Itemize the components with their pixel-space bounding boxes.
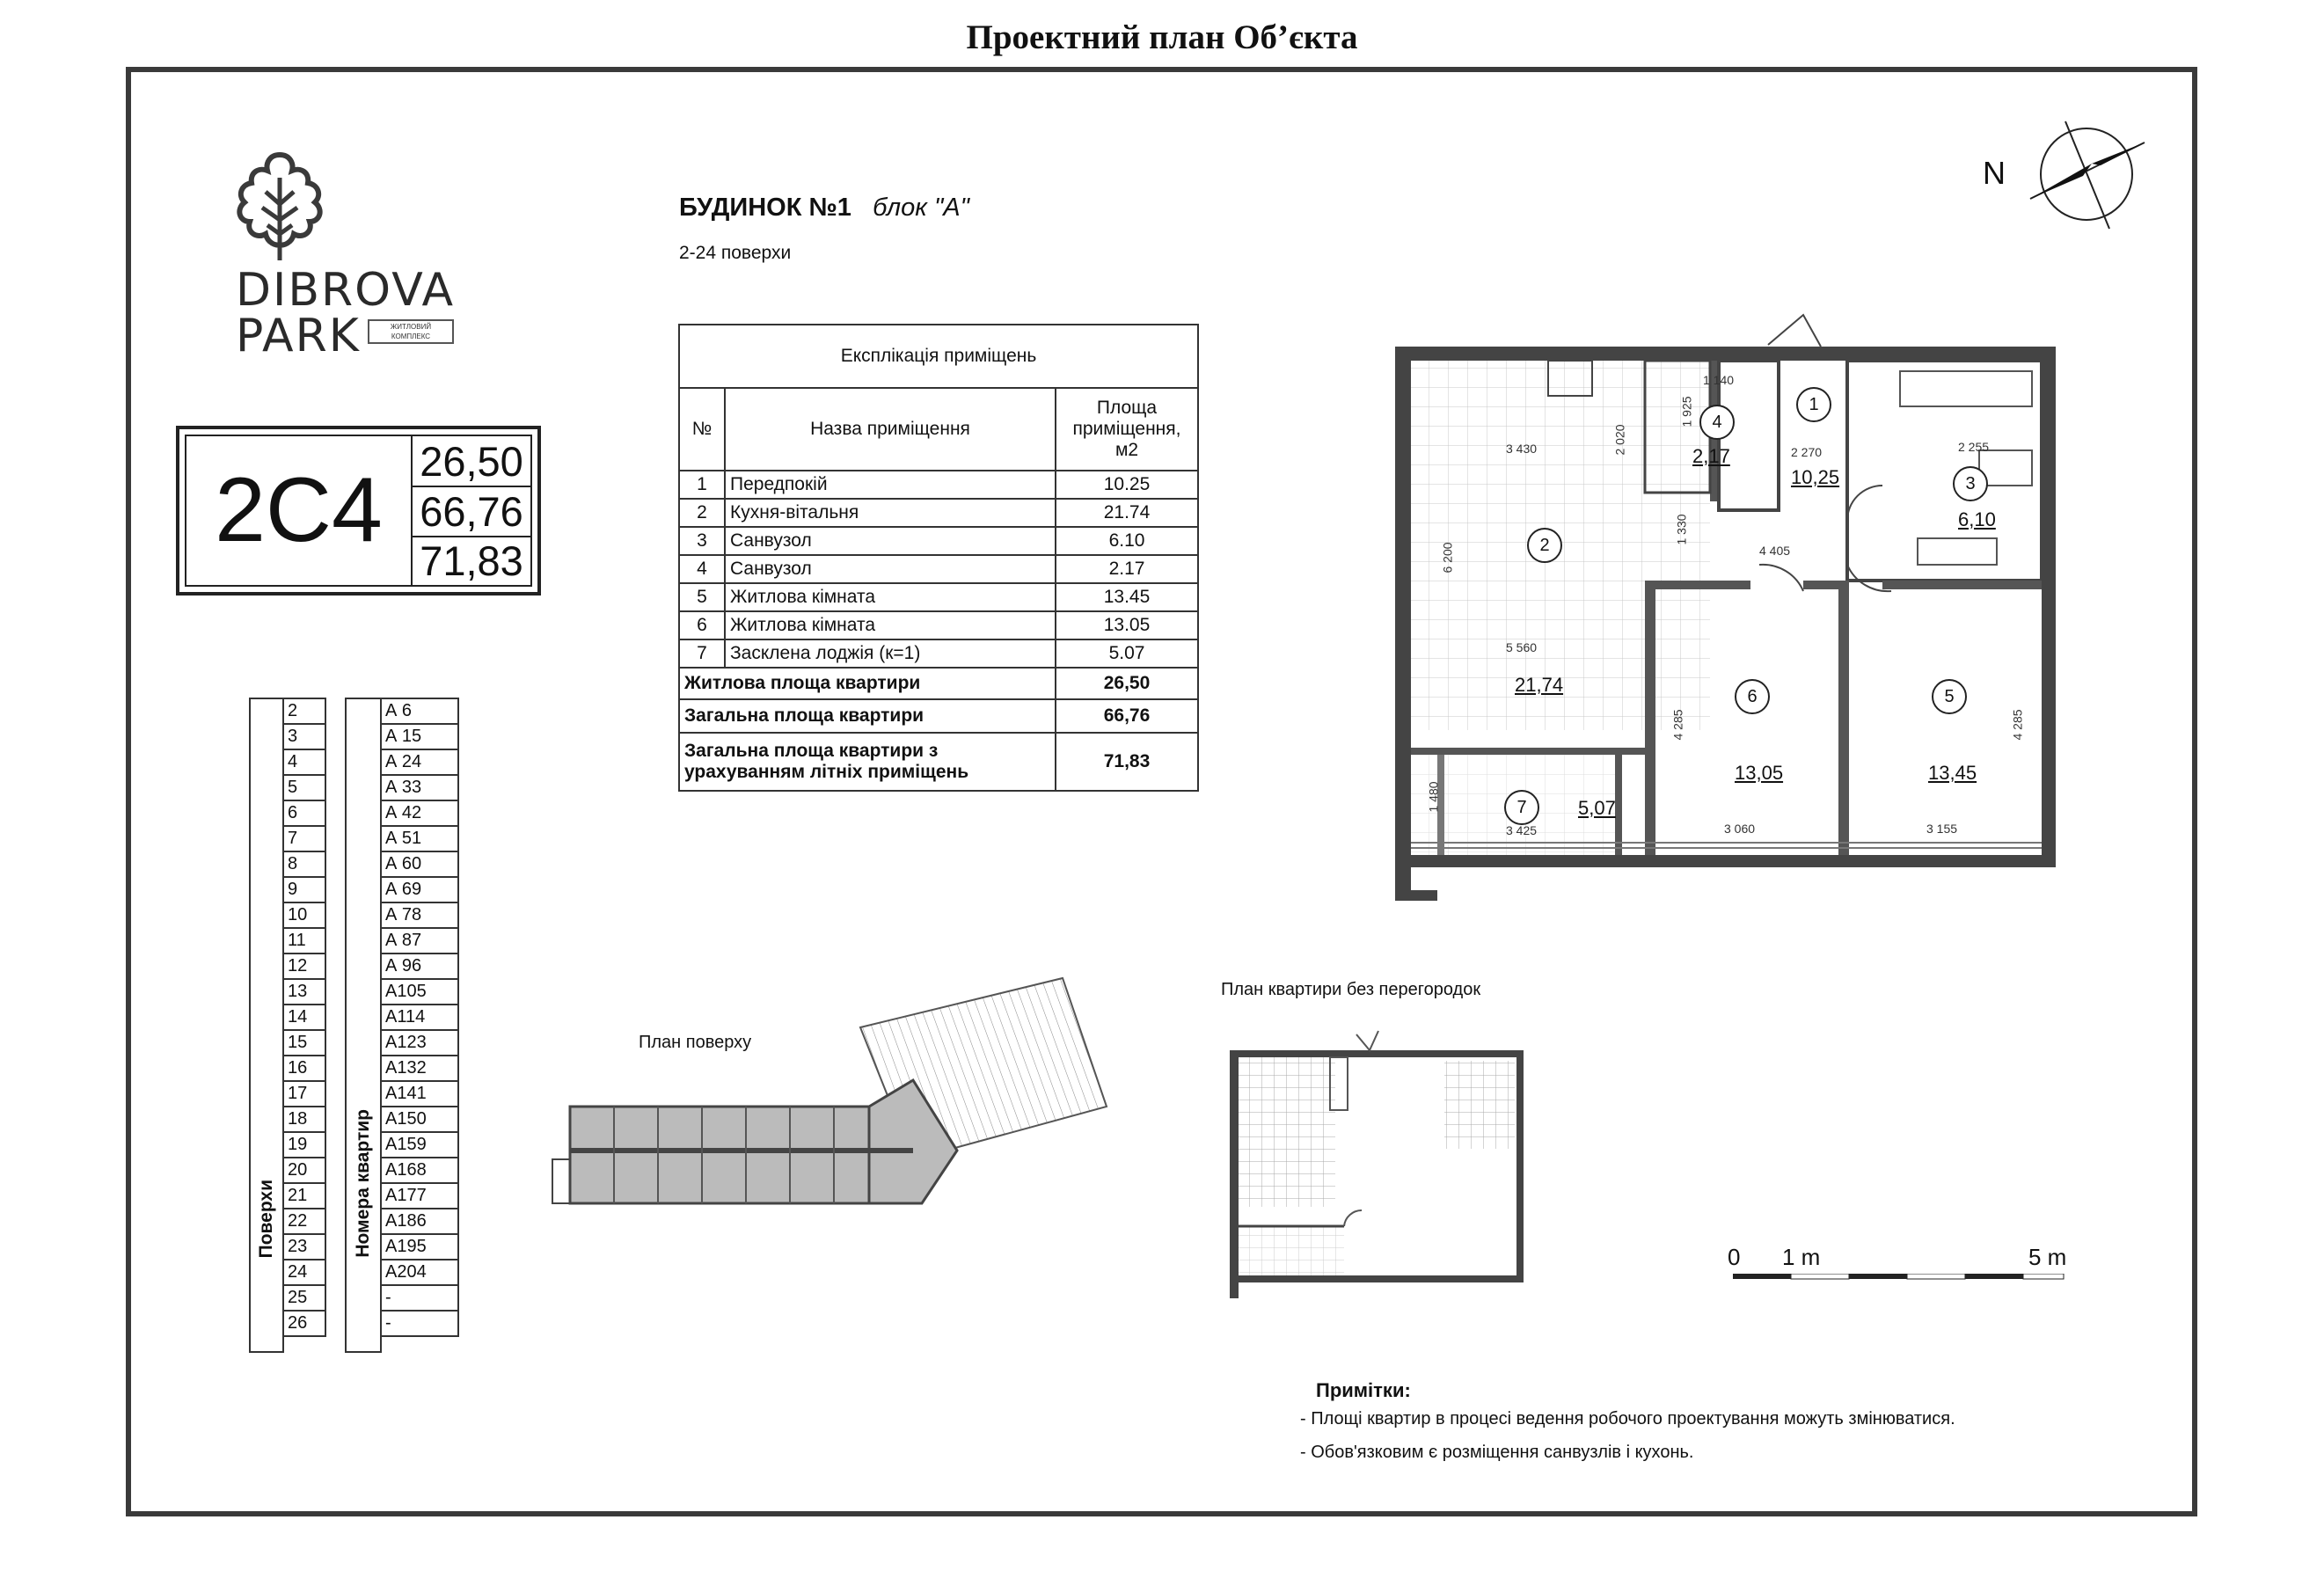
apartment-row xyxy=(381,1107,458,1132)
table-row: 2 Кухня-вітальня 21.74 xyxy=(679,499,1198,527)
floor-row xyxy=(283,1056,325,1081)
floor-number: 21 xyxy=(283,1183,325,1209)
apartment-number: А204 xyxy=(381,1260,458,1285)
apartment-code-box xyxy=(176,426,541,596)
floor-row xyxy=(283,775,325,800)
apartment-row xyxy=(381,1132,458,1158)
apartment-number: А 87 xyxy=(381,928,458,954)
apartment-number: А150 xyxy=(381,1107,458,1132)
room-5-area: 13,45 xyxy=(1928,762,1977,784)
floor-number: 18 xyxy=(283,1107,325,1132)
floor-row xyxy=(283,1285,325,1311)
floor-number: 12 xyxy=(283,954,325,979)
total-area-value: 66,76 xyxy=(413,486,530,535)
floor-number: 17 xyxy=(283,1081,325,1107)
room-6-area: 13,05 xyxy=(1735,762,1784,784)
apartment-row xyxy=(381,1183,458,1209)
room-5-num: 5 xyxy=(1932,679,1967,714)
floor-number: 15 xyxy=(283,1030,325,1056)
floor-number: 2 xyxy=(283,698,325,724)
apartment-row xyxy=(381,954,458,979)
floor-number: 8 xyxy=(283,851,325,877)
floor-row xyxy=(283,877,325,902)
apartments-column xyxy=(380,698,459,1337)
floor-number: 9 xyxy=(283,877,325,902)
floor-number: 3 xyxy=(283,724,325,749)
header-num: № xyxy=(679,388,725,471)
logo-word-line2: PARK xyxy=(236,310,361,362)
dim-label: 5 560 xyxy=(1506,640,1538,654)
room-4-num: 4 xyxy=(1699,405,1735,440)
note-line: - Обов'язковим є розміщення санвузлів і кухонь. xyxy=(1300,1443,1694,1462)
explication-caption: Експлікація приміщень xyxy=(679,325,1198,388)
room-2-area: 21,74 xyxy=(1515,674,1564,696)
total-summer-area-value: 71,83 xyxy=(413,536,530,585)
floor-number: 26 xyxy=(283,1311,325,1336)
header-name: Назва приміщення xyxy=(725,388,1056,471)
room-1-area: 10,25 xyxy=(1791,466,1840,488)
apartment-row xyxy=(381,749,458,775)
apartment-code: 2С4 xyxy=(215,459,383,561)
apartment-number: А186 xyxy=(381,1209,458,1234)
dim-label: 1 140 xyxy=(1703,373,1735,387)
floor-number: 25 xyxy=(283,1285,325,1311)
table-row: 1 Передпокій 10.25 xyxy=(679,471,1198,499)
page-title: Проектний план Об’єкта xyxy=(966,18,1358,56)
floors-column xyxy=(282,698,326,1337)
floor-number: 11 xyxy=(283,928,325,954)
apartment-number: А 15 xyxy=(381,724,458,749)
floor-row xyxy=(283,851,325,877)
apartment-number: А 6 xyxy=(381,698,458,724)
living-area-value: 26,50 xyxy=(420,437,523,485)
apartment-row xyxy=(381,1285,458,1311)
floor-number: 5 xyxy=(283,775,325,800)
total-row: Загальна площа квартири з урахуванням літніх приміщень 71,83 xyxy=(679,733,1198,791)
floor-number: 14 xyxy=(283,1005,325,1030)
room-7-num: 7 xyxy=(1504,790,1539,825)
open-plan-label: План квартири без перегородок xyxy=(1221,980,1481,999)
dim-label: 1 480 xyxy=(1426,781,1441,813)
floor-number: 10 xyxy=(283,902,325,928)
room-3-num: 3 xyxy=(1953,466,1988,501)
note-line: - Площі квартир в процесі ведення робочого проектування можуть змінюватися. xyxy=(1300,1409,1955,1429)
apartment-row xyxy=(381,851,458,877)
open-plan-drawing xyxy=(1224,1026,1532,1307)
apartments-label: Номера квартир xyxy=(353,1109,373,1258)
building-block: блок "А" xyxy=(873,194,969,222)
scale-bar xyxy=(1733,1274,2067,1284)
apartment-row xyxy=(381,1234,458,1260)
room-7-area: 5,07 xyxy=(1578,797,1616,819)
scale-one: 1 m xyxy=(1782,1244,1821,1270)
apartment-row xyxy=(381,698,458,724)
total-row: Житлова площа квартири 26,50 xyxy=(679,668,1198,699)
dim-label: 3 060 xyxy=(1724,822,1756,836)
apartment-number: А168 xyxy=(381,1158,458,1183)
apartment-number: А 24 xyxy=(381,749,458,775)
table-row: 3 Санвузол 6.10 xyxy=(679,527,1198,555)
floor-row xyxy=(283,1132,325,1158)
apartment-number: А159 xyxy=(381,1132,458,1158)
apartment-row xyxy=(381,979,458,1005)
room-3-area: 6,10 xyxy=(1958,508,1996,530)
apartment-row xyxy=(381,1260,458,1285)
floor-row xyxy=(283,954,325,979)
table-row: 7 Засклена лоджія (к=1) 5.07 xyxy=(679,639,1198,668)
scale-zero: 0 xyxy=(1728,1244,1741,1270)
apartment-number: А 60 xyxy=(381,851,458,877)
table-row: 4 Санвузол 2.17 xyxy=(679,555,1198,583)
floors-label-cell xyxy=(249,698,284,1353)
apartments-label-cell xyxy=(345,698,382,1353)
table-row: 6 Житлова кімната 13.05 xyxy=(679,611,1198,639)
dim-label: 3 425 xyxy=(1506,823,1538,837)
apartment-row xyxy=(381,800,458,826)
apartment-row xyxy=(381,1081,458,1107)
floor-number: 16 xyxy=(283,1056,325,1081)
building-heading xyxy=(679,194,969,223)
apartment-number: - xyxy=(381,1311,458,1336)
floor-number: 6 xyxy=(283,800,325,826)
apartment-row xyxy=(381,775,458,800)
apartment-row xyxy=(381,1056,458,1081)
floors-label: Поверхи xyxy=(256,1179,276,1259)
building-floor-plan xyxy=(544,975,1124,1256)
dim-label: 3 430 xyxy=(1506,442,1538,456)
floor-row xyxy=(283,902,325,928)
room-2-num: 2 xyxy=(1527,528,1562,563)
apartment-row xyxy=(381,902,458,928)
total-row: Загальна площа квартири 66,76 xyxy=(679,699,1198,733)
floor-row xyxy=(283,1209,325,1234)
apartment-number: А132 xyxy=(381,1056,458,1081)
apartment-row xyxy=(381,1158,458,1183)
apartment-number: - xyxy=(381,1285,458,1311)
floor-row xyxy=(283,800,325,826)
floor-row xyxy=(283,1107,325,1132)
apartment-number: А114 xyxy=(381,1005,458,1030)
apartment-number: А 69 xyxy=(381,877,458,902)
apartment-number: А 42 xyxy=(381,800,458,826)
floor-number: 23 xyxy=(283,1234,325,1260)
apartment-row xyxy=(381,1311,458,1336)
floor-row xyxy=(283,826,325,851)
floor-row xyxy=(283,749,325,775)
dim-label: 4 405 xyxy=(1759,544,1791,558)
apartment-row xyxy=(381,1005,458,1030)
apartment-number: А 51 xyxy=(381,826,458,851)
floor-row xyxy=(283,1311,325,1336)
building-floors: 2-24 поверхи xyxy=(679,243,792,263)
table-row: 5 Житлова кімната 13.45 xyxy=(679,583,1198,611)
apartment-number: А105 xyxy=(381,979,458,1005)
floor-number: 19 xyxy=(283,1132,325,1158)
apartment-row xyxy=(381,1209,458,1234)
logo-word-line1: DIBROVA xyxy=(236,264,456,317)
apartment-number: А 33 xyxy=(381,775,458,800)
dim-label: 6 200 xyxy=(1440,542,1455,574)
notes-title: Примітки: xyxy=(1316,1379,1411,1401)
dim-label: 4 285 xyxy=(1670,709,1685,741)
floor-row xyxy=(283,1081,325,1107)
apartment-row xyxy=(381,877,458,902)
dim-label: 2 270 xyxy=(1791,445,1823,459)
floor-row xyxy=(283,1260,325,1285)
floor-row xyxy=(283,1005,325,1030)
floor-plan-label: План поверху xyxy=(639,1033,752,1052)
room-1-num: 1 xyxy=(1796,387,1831,422)
dim-label: 3 155 xyxy=(1926,822,1958,836)
floor-number: 20 xyxy=(283,1158,325,1183)
floor-number: 24 xyxy=(283,1260,325,1285)
logo xyxy=(227,151,333,268)
floor-number: 4 xyxy=(283,749,325,775)
apartment-row xyxy=(381,826,458,851)
floor-row xyxy=(283,928,325,954)
dim-label: 2 255 xyxy=(1958,440,1990,454)
north-label: N xyxy=(1983,155,2006,191)
logo-subtitle: ЖИТЛОВИЙ КОМПЛЕКС xyxy=(368,319,454,344)
apartment-row xyxy=(381,1030,458,1056)
explication-table xyxy=(678,324,1199,792)
oak-leaf-icon xyxy=(227,151,333,264)
floor-number: 13 xyxy=(283,979,325,1005)
floor-number: 7 xyxy=(283,826,325,851)
apartment-row xyxy=(381,928,458,954)
floor-row xyxy=(283,979,325,1005)
apartment-number: А 78 xyxy=(381,902,458,928)
apartment-number: А 96 xyxy=(381,954,458,979)
floor-number: 22 xyxy=(283,1209,325,1234)
dim-label: 1 330 xyxy=(1674,514,1689,545)
room-4-area: 2,17 xyxy=(1692,445,1730,467)
dim-label: 2 020 xyxy=(1612,424,1627,456)
dim-label: 4 285 xyxy=(2010,709,2025,741)
floor-row xyxy=(283,1158,325,1183)
apartment-number: А195 xyxy=(381,1234,458,1260)
floor-row xyxy=(283,1183,325,1209)
dim-label: 1 925 xyxy=(1679,396,1694,427)
apartment-number: А177 xyxy=(381,1183,458,1209)
floor-row xyxy=(283,1030,325,1056)
building-name: БУДИНОК №1 xyxy=(679,194,851,222)
apartment-floor-plan xyxy=(1390,310,2067,908)
apartment-number: А123 xyxy=(381,1030,458,1056)
apartment-number: А141 xyxy=(381,1081,458,1107)
floor-row xyxy=(283,698,325,724)
floor-row xyxy=(283,724,325,749)
header-area: Площа приміщення, м2 xyxy=(1056,388,1198,471)
floor-row xyxy=(283,1234,325,1260)
apartment-row xyxy=(381,724,458,749)
scale-five: 5 m xyxy=(2028,1244,2067,1270)
room-6-num: 6 xyxy=(1735,679,1770,714)
